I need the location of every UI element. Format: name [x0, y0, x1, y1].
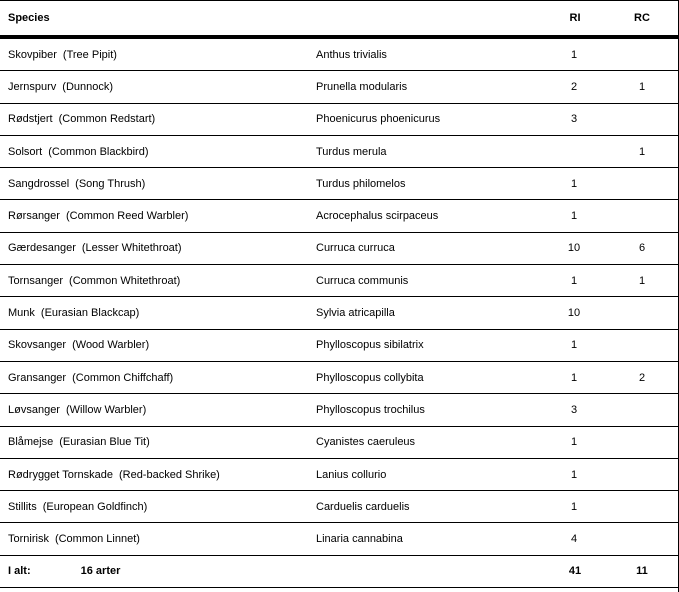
latin-name: Turdus philomelos — [310, 168, 545, 200]
ri-count — [545, 135, 605, 167]
rc-count — [605, 37, 679, 71]
english-name: (Common Reed Warbler) — [65, 210, 189, 223]
english-name: (Willow Warbler) — [65, 403, 147, 416]
species-name-cell — [0, 329, 310, 361]
latin-name: Cyanistes caeruleus — [310, 426, 545, 458]
english-name: (Song Thrush) — [75, 177, 146, 190]
rc-count — [605, 426, 679, 458]
danish-name: Sangdrossel — [8, 177, 70, 190]
table-row — [0, 297, 679, 329]
danish-name: Gærdesanger — [8, 242, 76, 255]
ri-count: 10 — [545, 232, 605, 264]
ri-count: 1 — [545, 458, 605, 490]
species-name-cell — [0, 265, 310, 297]
danish-name: Stillits — [8, 500, 37, 513]
header-rc: RC — [605, 1, 679, 38]
table-row — [0, 329, 679, 361]
table-row — [0, 71, 679, 103]
species-name-cell — [0, 426, 310, 458]
latin-name: Anthus trivialis — [310, 37, 545, 71]
danish-name: Tornsanger — [8, 274, 64, 287]
rc-count — [605, 329, 679, 361]
danish-name: Rødrygget Tornskade — [8, 468, 113, 481]
ri-count: 2 — [545, 71, 605, 103]
danish-name: Munk — [8, 307, 35, 320]
ri-count: 1 — [545, 491, 605, 523]
table-footer — [0, 555, 679, 587]
danish-name: Blåmejse — [8, 436, 54, 449]
total-cell — [0, 555, 545, 587]
total-label: I alt: — [8, 565, 31, 578]
header-species: Species — [0, 1, 545, 38]
species-name-cell — [0, 200, 310, 232]
ri-count: 3 — [545, 103, 605, 135]
ri-count: 1 — [545, 265, 605, 297]
table-row — [0, 265, 679, 297]
ri-count: 1 — [545, 329, 605, 361]
table-row — [0, 200, 679, 232]
english-name: (European Goldfinch) — [42, 500, 148, 513]
ri-count: 1 — [545, 37, 605, 71]
english-name: (Lesser Whitethroat) — [81, 242, 182, 255]
english-name: (Common Redstart) — [58, 113, 156, 126]
species-name-cell — [0, 37, 310, 71]
total-ri: 41 — [545, 555, 605, 587]
table-row — [0, 37, 679, 71]
latin-name: Lanius collurio — [310, 458, 545, 490]
latin-name: Curruca curruca — [310, 232, 545, 264]
latin-name: Phoenicurus phoenicurus — [310, 103, 545, 135]
english-name: (Red-backed Shrike) — [118, 468, 220, 481]
rc-count — [605, 168, 679, 200]
total-row — [0, 555, 679, 587]
ri-count: 4 — [545, 523, 605, 555]
danish-name: Jernspurv — [8, 80, 57, 93]
table-header — [0, 1, 679, 38]
danish-name: Løvsanger — [8, 403, 60, 416]
english-name: (Common Linnet) — [54, 533, 140, 546]
species-name-cell — [0, 491, 310, 523]
english-name: (Dunnock) — [62, 80, 114, 93]
ri-count: 1 — [545, 361, 605, 393]
species-name-cell — [0, 297, 310, 329]
ri-count: 1 — [545, 168, 605, 200]
header-ri: RI — [545, 1, 605, 38]
header-row — [0, 1, 679, 38]
table-row — [0, 426, 679, 458]
table-row — [0, 361, 679, 393]
rc-count: 1 — [605, 265, 679, 297]
danish-name: Rørsanger — [8, 210, 60, 223]
english-name: (Tree Pipit) — [62, 48, 117, 61]
danish-name: Skovsanger — [8, 339, 67, 352]
ri-count: 1 — [545, 426, 605, 458]
latin-name: Linaria cannabina — [310, 523, 545, 555]
danish-name: Solsort — [8, 145, 43, 158]
english-name: (Eurasian Blue Tit) — [59, 436, 150, 449]
species-name-cell — [0, 361, 310, 393]
species-name-cell — [0, 232, 310, 264]
table-row — [0, 103, 679, 135]
latin-name: Curruca communis — [310, 265, 545, 297]
species-name-cell — [0, 394, 310, 426]
species-name-cell — [0, 458, 310, 490]
species-name-cell — [0, 523, 310, 555]
species-name-cell — [0, 71, 310, 103]
rc-count — [605, 200, 679, 232]
english-name: (Eurasian Blackcap) — [40, 307, 140, 320]
total-rc: 11 — [605, 555, 679, 587]
rc-count — [605, 523, 679, 555]
species-name-cell — [0, 168, 310, 200]
rc-count — [605, 394, 679, 426]
danish-name: Rødstjert — [8, 113, 53, 126]
latin-name: Phylloscopus trochilus — [310, 394, 545, 426]
ri-count: 10 — [545, 297, 605, 329]
rc-count — [605, 491, 679, 523]
rc-count: 2 — [605, 361, 679, 393]
table-row — [0, 394, 679, 426]
english-name: (Common Blackbird) — [48, 145, 149, 158]
rc-count — [605, 103, 679, 135]
latin-name: Prunella modularis — [310, 71, 545, 103]
rc-count — [605, 297, 679, 329]
species-name-cell — [0, 135, 310, 167]
ri-count: 3 — [545, 394, 605, 426]
table-row — [0, 135, 679, 167]
latin-name: Carduelis carduelis — [310, 491, 545, 523]
latin-name: Phylloscopus sibilatrix — [310, 329, 545, 361]
rc-count — [605, 458, 679, 490]
latin-name: Phylloscopus collybita — [310, 361, 545, 393]
table-row — [0, 232, 679, 264]
table-body — [0, 37, 679, 555]
latin-name: Sylvia atricapilla — [310, 297, 545, 329]
english-name: (Wood Warbler) — [72, 339, 150, 352]
rc-count: 1 — [605, 71, 679, 103]
table-row — [0, 491, 679, 523]
english-name: (Common Chiffchaff) — [72, 371, 174, 384]
rc-count: 1 — [605, 135, 679, 167]
species-name-cell — [0, 103, 310, 135]
table-row — [0, 458, 679, 490]
latin-name: Turdus merula — [310, 135, 545, 167]
rc-count: 6 — [605, 232, 679, 264]
english-name: (Common Whitethroat) — [69, 274, 181, 287]
danish-name: Gransanger — [8, 371, 67, 384]
table-row — [0, 168, 679, 200]
danish-name: Tornirisk — [8, 533, 49, 546]
table-row — [0, 523, 679, 555]
ri-count: 1 — [545, 200, 605, 232]
danish-name: Skovpiber — [8, 48, 57, 61]
total-species-count: 16 arter — [80, 565, 121, 578]
latin-name: Acrocephalus scirpaceus — [310, 200, 545, 232]
